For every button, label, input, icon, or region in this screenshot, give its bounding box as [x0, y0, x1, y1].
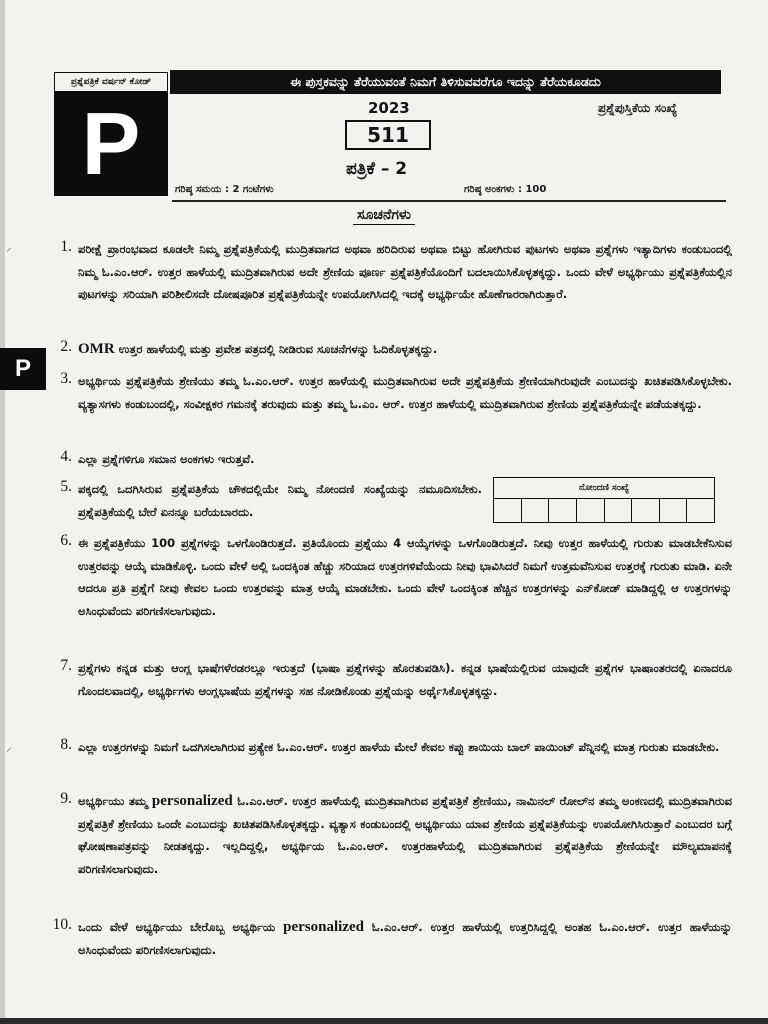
- registration-digit-cell[interactable]: [549, 499, 577, 522]
- instruction-number: 3.: [60, 370, 72, 387]
- registration-digit-cell[interactable]: [494, 499, 522, 522]
- header-divider: [172, 200, 726, 202]
- instruction-number: 5.: [60, 478, 72, 495]
- paper-code: 511: [345, 120, 431, 150]
- instruction-text-rest: ಉತ್ತರ ಹಾಳೆಯಲ್ಲಿ ಮತ್ತು ಪ್ರವೇಶ ಪತ್ರದಲ್ಲಿ ನೀಡಿರುವ ಸೂಚನೆಗಳನ್ನು ಓದಿಕೊಳ್ಳತಕ್ಕದ್ದು.: [114, 342, 438, 356]
- instruction-number: 10.: [52, 916, 72, 933]
- instruction-number: 7.: [60, 657, 72, 674]
- paper-name: ಪತ್ರಿಕೆ – 2: [346, 159, 408, 179]
- registration-number-label: ನೋಂದಣಿ ಸಂಖ್ಯೆ: [494, 478, 714, 499]
- instruction-text-rest: ಓ.ಎಂ.ಆರ್. ಉತ್ತರ ಹಾಳೆಯಲ್ಲಿ ಮುದ್ರಿತವಾಗಿರುವ ಪ್ರಶ್ನೆಪತ್ರಿಕೆ ಶ್ರೇಣಿಯು, ನಾಮಿನಲ್ ರೋಲ್‌ನ ತಮ್ಮ ಅಂಕಣದಲ್ಲಿ ಮುದ್ರಿತವಾಗಿರುವ ಪ್ರಶ್ನೆಪತ್ರಿಕೆ ಶ್ರೇಣಿಯು ಒಂದೇ ಎಂಬುದನ್ನು ಖಚಿತಪಡಿಸಿಕೊಳ್ಳತಕ್ಕದ್ದು. ವ್ಯತ್ಯಾಸ ಕಂಡುಬಂದಲ್ಲಿ ಅಭ್ಯರ್ಥಿಯು ಯಾವ ಶ್ರೇಣಿಯ ಪ್ರಶ್ನೆಪತ್ರಿಕೆಯನ್ನು ಉಪಯೋಗಿಸಿರುತ್ತಾರೆ ಎಂಬುದರ ಬಗ್ಗೆ ಘೋಷಣಾಪತ್ರವನ್ನು ನೀಡತಕ್ಕದ್ದು. ಇಲ್ಲದಿದ್ದಲ್ಲಿ, ಅಭ್ಯರ್ಥಿಯ ಓ.ಎಂ.ಆರ್. ಉತ್ತರಹಾಳೆಯಲ್ಲಿ ಮುದ್ರಿತವಾಗಿರುವ ಪ್ರಶ್ನೆಪತ್ರಿಕೆಯ ಶ್ರೇಣಿಯನ್ನೇ ಮೌಲ್ಯಮಾಪನಕ್ಕೆ ಪರಿಗಣಿಸಲಾಗುವುದು.: [78, 794, 732, 876]
- instruction-text: ಪಕ್ಕದಲ್ಲಿ ಒದಗಿಸಿರುವ ಪ್ರಶ್ನೆಪತ್ರಿಕೆಯ ಚೌಕದಲ್ಲಿಯೇ ನಿಮ್ಮ ನೋಂದಣಿ ಸಂಖ್ಯೆಯನ್ನು ನಮೂದಿಸಬೇಕು. ಪ್ರಶ್ನೆಪತ್ರಿಕೆಯಲ್ಲಿ ಬೇರೆ ಏನನ್ನೂ ಬರೆಯಬಾರದು.: [78, 482, 482, 519]
- personalized-term: personalized: [151, 793, 233, 809]
- registration-number-cells[interactable]: [494, 499, 714, 522]
- instruction-text-lead: ಒಂದು ವೇಳೆ ಅಭ್ಯರ್ಥಿಯು ಬೇರೊಬ್ಬ ಅಭ್ಯರ್ಥಿಯ: [78, 920, 284, 934]
- max-marks: ಗರಿಷ್ಠ ಅಂಕಗಳು : 100: [464, 184, 547, 195]
- page-edge: [0, 0, 5, 1024]
- registration-digit-cell[interactable]: [687, 499, 714, 522]
- exam-year: 2023: [368, 99, 410, 117]
- instruction-text: ಪರೀಕ್ಷೆ ಪ್ರಾರಂಭವಾದ ಕೂಡಲೇ ನಿಮ್ಮ ಪ್ರಶ್ನೆಪತ್ರಿಕೆಯಲ್ಲಿ ಮುದ್ರಿತವಾಗದ ಅಥವಾ ಹರಿದಿರುವ ಅಥವಾ ಬಿಟ್ಟು ಹೋಗಿರುವ ಪುಟಗಳು ಅಥವಾ ಪ್ರಶ್ನೆಗಳು ಇತ್ಯಾದಿಗಳು ಕಂಡುಬಂದಲ್ಲಿ ನಿಮ್ಮ ಓ.ಎಂ.ಆರ್. ಉತ್ತರ ಹಾಳೆಯಲ್ಲಿ ಮುದ್ರಿತವಾಗಿರುವ ಅದೇ ಶ್ರೇಣಿಯ ಪೂರ್ಣ ಪ್ರಶ್ನೆಪತ್ರಿಕೆಯೊಂದಿಗೆ ಬದಲಾಯಿಸಿಕೊಳ್ಳತಕ್ಕದ್ದು. ಒಂದು ವೇಳೆ ಅಭ್ಯರ್ಥಿಯು ಪ್ರಶ್ನೆಪತ್ರಿಕೆಯಲ್ಲಿನ ಪುಟಗಳನ್ನು ಸರಿಯಾಗಿ ಪರಿಶೀಲಿಸದೇ ದೋಷಪೂರಿತ ಪ್ರಶ್ನೆಪತ್ರಿಕೆಯನ್ನೇ ಉಪಯೋಗಿಸಿದಲ್ಲಿ ಇದಕ್ಕೆ ಅಭ್ಯರ್ಥಿಯೇ ಹೊಣೆಗಾರರಾಗಿರುತ್ತಾರೆ.: [78, 242, 732, 301]
- instruction-text: [78, 916, 732, 961]
- instruction-text: ಎಲ್ಲಾ ಪ್ರಶ್ನೆಗಳಿಗೂ ಸಮಾನ ಅಂಕಗಳು ಇರುತ್ತವೆ.: [78, 452, 255, 466]
- booklet-number-label: ಪ್ರಶ್ನೆಪುಸ್ತಿಕೆಯ ಸಂಖ್ಯೆ: [598, 101, 678, 115]
- version-code-label: ಪ್ರಶ್ನೆಪತ್ರಿಕೆ ವರ್ಷನ್ ಕೋಡ್: [54, 72, 168, 92]
- instructions-heading: [0, 207, 768, 223]
- registration-number-box[interactable]: [493, 477, 715, 523]
- registration-digit-cell[interactable]: [632, 499, 660, 522]
- registration-digit-cell[interactable]: [577, 499, 605, 522]
- instruction-number: 1.: [60, 238, 72, 255]
- omr-term: OMR: [78, 341, 115, 357]
- instruction-number: 2.: [60, 338, 72, 355]
- instruction-text: ಈ ಪ್ರಶ್ನೆಪತ್ರಿಕೆಯು 100 ಪ್ರಶ್ನೆಗಳನ್ನು ಒಳಗೊಂಡಿರುತ್ತದೆ. ಪ್ರತಿಯೊಂದು ಪ್ರಶ್ನೆಯು 4 ಆಯ್ಕೆಗಳನ್ನು ಒಳಗೊಂಡಿರುತ್ತದೆ. ನೀವು ಉತ್ತರ ಹಾಳೆಯಲ್ಲಿ ಗುರುತು ಮಾಡಬೇಕೆನಿಸುವ ಉತ್ತರವನ್ನು ಆಯ್ಕೆ ಮಾಡಿಕೊಳ್ಳಿ. ಒಂದು ವೇಳೆ ಅಲ್ಲಿ ಒಂದಕ್ಕಿಂತ ಹೆಚ್ಚು ಸರಿಯಾದ ಉತ್ತರಗಳಿವೆಯೆಂದು ನೀವು ಭಾವಿಸಿದರೆ ನಿಮಗೆ ಉತ್ತಮವೆನಿಸುವ ಉತ್ತರಕ್ಕೆ ಗುರುತು ಮಾಡಿ. ಏನೇ ಆದರೂ ಪ್ರತಿ ಪ್ರಶ್ನೆಗೆ ನೀವು ಕೇವಲ ಒಂದು ಉತ್ತರವನ್ನು ಮಾತ್ರ ಆಯ್ಕೆ ಮಾಡಬೇಕು. ಒಂದು ವೇಳೆ ಒಂದಕ್ಕಿಂತ ಹೆಚ್ಚಿನ ಉತ್ತರಗಳನ್ನು ಎನ್‌ಕೋಡ್ ಮಾಡಿದ್ದಲ್ಲಿ ಆ ಉತ್ತರಗಳನ್ನು ಅಸಿಂಧುವೆಂದು ಪರಿಗಣಿಸಲಾಗುವುದು.: [78, 536, 732, 618]
- personalized-term: personalized: [283, 919, 364, 935]
- registration-digit-cell[interactable]: [522, 499, 550, 522]
- side-version-tab: P: [0, 348, 46, 390]
- instruction-text: [78, 338, 732, 361]
- instruction-number: 4.: [60, 448, 72, 465]
- instruction-number: 6.: [60, 532, 72, 549]
- registration-digit-cell[interactable]: [660, 499, 688, 522]
- instruction-text: ಅಭ್ಯರ್ಥಿಯ ಪ್ರಶ್ನೆಪತ್ರಿಕೆಯ ಶ್ರೇಣಿಯು ತಮ್ಮ ಓ.ಎಂ.ಆರ್. ಉತ್ತರ ಹಾಳೆಯಲ್ಲಿ ಮುದ್ರಿತವಾಗಿರುವ ಅದೇ ಪ್ರಶ್ನೆಪತ್ರಿಕೆಯ ಶ್ರೇಣಿಯಾಗಿರುವುದೇ ಎಂಬುದನ್ನು ಖಚಿತಪಡಿಸಿಕೊಳ್ಳಬೇಕು. ವ್ಯತ್ಯಾಸಗಳು ಕಂಡುಬಂದಲ್ಲಿ, ಸಂವೀಕ್ಷಕರ ಗಮನಕ್ಕೆ ತರುವುದು ಮತ್ತು ತಮ್ಮ ಓ.ಎಂ. ಆರ್. ಉತ್ತರ ಹಾಳೆಯಲ್ಲಿ ಮುದ್ರಿತವಾಗಿರುವ ಶ್ರೇಣಿಯ ಪ್ರಶ್ನೆಪತ್ರಿಕೆಯನ್ನೇ ಪಡೆಯತಕ್ಕದ್ದು.: [78, 374, 732, 411]
- version-code-letter: P: [54, 92, 168, 196]
- instruction-number: 9.: [60, 790, 72, 807]
- registration-digit-cell[interactable]: [605, 499, 633, 522]
- instructions-heading-text: ಸೂಚನೆಗಳು: [353, 207, 415, 225]
- page-bottom-edge: [0, 1018, 768, 1024]
- max-time: ಗರಿಷ್ಠ ಸಮಯ : 2 ಗಂಟೆಗಳು: [175, 184, 274, 195]
- instruction-text: ಎಲ್ಲಾ ಉತ್ತರಗಳನ್ನು ನಿಮಗೆ ಒದಗಿಸಲಾಗಿರುವ ಪ್ರತ್ಯೇಕ ಓ.ಎಂ.ಆರ್. ಉತ್ತರ ಹಾಳೆಯ ಮೇಲೆ ಕೇವಲ ಕಪ್ಪು ಶಾಯಿಯ ಬಾಲ್ ಪಾಯಿಂಟ್ ಪೆನ್ನಿನಲ್ಲಿ ಮಾತ್ರ ಗುರುತು ಮಾಡಬೇಕು.: [78, 740, 720, 754]
- instruction-text-rest: ಓ.ಎಂ.ಆರ್. ಉತ್ತರ ಹಾಳೆಯಲ್ಲಿ ಉತ್ತರಿಸಿದ್ದಲ್ಲಿ ಅಂತಹ ಓ.ಎಂ.ಆರ್. ಉತ್ತರ ಹಾಳೆಯನ್ನು ಅಸಿಂಧುವೆಂದು ಪರಿಗಣಿಸಲಾಗುವುದು.: [78, 920, 732, 957]
- instruction-text: ಪ್ರಶ್ನೆಗಳು ಕನ್ನಡ ಮತ್ತು ಆಂಗ್ಲ ಭಾಷೆಗಳೆರಡರಲ್ಲೂ ಇರುತ್ತದೆ (ಭಾಷಾ ಪ್ರಶ್ನೆಗಳನ್ನು ಹೊರತುಪಡಿಸಿ). ಕನ್ನಡ ಭಾಷೆಯಲ್ಲಿರುವ ಯಾವುದೇ ಪ್ರಶ್ನೆಗಳ ಭಾಷಾಂತರದಲ್ಲಿ ಏನಾದರೂ ಗೊಂದಲವಾದಲ್ಲಿ, ಅಭ್ಯರ್ಥಿಗಳು ಆಂಗ್ಲಭಾಷೆಯ ಪ್ರಶ್ನೆಗಳನ್ನು ಸಹ ನೋಡಿಕೊಂಡು ಪ್ರಶ್ನೆಯನ್ನು ಅರ್ಥೈಸಿಕೊಳ್ಳತಕ್ಕದ್ದು.: [78, 661, 732, 698]
- instruction-number: 8.: [60, 736, 72, 753]
- instruction-text-lead: ಅಭ್ಯರ್ಥಿಯು ತಮ್ಮ: [78, 794, 152, 808]
- margin-scan-mark: ⸝: [6, 241, 12, 254]
- do-not-open-warning: ಈ ಪುಸ್ತಕವನ್ನು ತೆರೆಯುವಂತೆ ನಿಮಗೆ ತಿಳಿಸುವವರೆಗೂ ಇದನ್ನು ತೆರೆಯಕೂಡದು: [170, 70, 721, 94]
- margin-scan-mark: ⸝: [6, 741, 12, 754]
- instruction-text: [78, 790, 732, 880]
